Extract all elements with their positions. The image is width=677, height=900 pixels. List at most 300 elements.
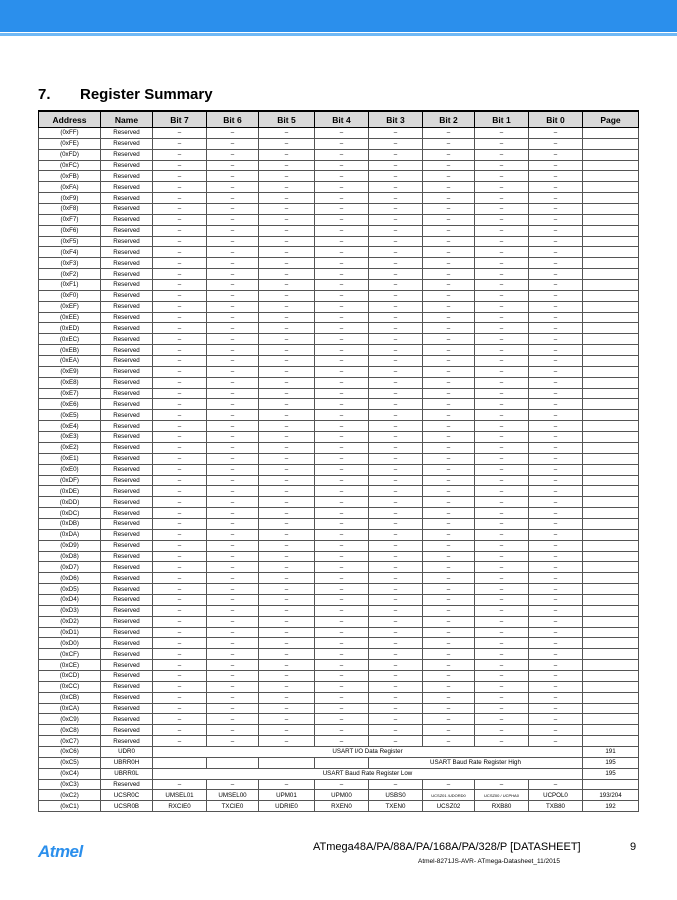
page-cell	[583, 399, 639, 410]
address-cell: (0xD1)	[39, 627, 101, 638]
page-cell	[583, 670, 639, 681]
bit-cell: –	[153, 301, 207, 312]
bit-cell: –	[423, 356, 475, 367]
bit-cell: –	[529, 258, 583, 269]
name-cell: Reserved	[101, 225, 153, 236]
page-cell	[583, 193, 639, 204]
bit-cell: –	[259, 258, 315, 269]
merged-bits-cell: USART Baud Rate Register High	[369, 757, 583, 768]
bit-cell: –	[153, 432, 207, 443]
bit-cell	[207, 757, 259, 768]
bit-cell: –	[259, 356, 315, 367]
bit-cell: –	[475, 562, 529, 573]
bit-cell: UPM00	[315, 790, 369, 801]
bit-cell: –	[423, 236, 475, 247]
bit-cell: –	[369, 334, 423, 345]
bit-cell: –	[259, 138, 315, 149]
bit-cell: –	[259, 508, 315, 519]
page-cell	[583, 573, 639, 584]
bit-cell: –	[207, 475, 259, 486]
name-cell: Reserved	[101, 247, 153, 258]
bit-cell: –	[475, 280, 529, 291]
bit-cell: –	[153, 345, 207, 356]
bit-cell: –	[153, 214, 207, 225]
name-cell: Reserved	[101, 432, 153, 443]
col-bit2: Bit 2	[423, 111, 475, 128]
table-row	[39, 356, 639, 367]
bit-cell: –	[475, 508, 529, 519]
bit-cell: UCSZ02	[423, 801, 475, 812]
bit-cell: –	[423, 670, 475, 681]
page-cell	[583, 138, 639, 149]
address-cell: (0xD6)	[39, 573, 101, 584]
bit-cell: –	[153, 725, 207, 736]
table-row	[39, 258, 639, 269]
table-row	[39, 540, 639, 551]
bit-cell: –	[315, 301, 369, 312]
bit-cell: –	[369, 540, 423, 551]
bit-cell: –	[315, 670, 369, 681]
bit-cell: –	[259, 518, 315, 529]
bit-cell: –	[423, 247, 475, 258]
address-cell: (0xF9)	[39, 193, 101, 204]
bit-cell: –	[423, 290, 475, 301]
bit-cell: –	[369, 345, 423, 356]
table-row	[39, 790, 639, 801]
address-cell: (0xCA)	[39, 703, 101, 714]
bit-cell: –	[259, 670, 315, 681]
col-address: Address	[39, 111, 101, 128]
bit-cell: –	[423, 388, 475, 399]
name-cell: Reserved	[101, 692, 153, 703]
bit-cell: –	[369, 594, 423, 605]
bit-cell: –	[207, 692, 259, 703]
bit-cell: –	[207, 551, 259, 562]
name-cell: Reserved	[101, 128, 153, 139]
bit-cell: –	[259, 464, 315, 475]
bit-cell: –	[369, 442, 423, 453]
name-cell: Reserved	[101, 388, 153, 399]
name-cell: Reserved	[101, 464, 153, 475]
col-bit6: Bit 6	[207, 111, 259, 128]
bit-cell: –	[423, 171, 475, 182]
bit-cell: –	[529, 562, 583, 573]
bit-cell: –	[423, 703, 475, 714]
bit-cell: UCSZ00 / UCPHA0	[475, 790, 529, 801]
bit-cell: –	[475, 399, 529, 410]
bit-cell: –	[315, 453, 369, 464]
name-cell: Reserved	[101, 518, 153, 529]
bit-cell: –	[475, 236, 529, 247]
bit-cell: –	[153, 681, 207, 692]
bit-cell: –	[315, 779, 369, 790]
table-row	[39, 399, 639, 410]
bit-cell: –	[423, 399, 475, 410]
bit-cell: –	[207, 410, 259, 421]
table-row	[39, 214, 639, 225]
bit-cell: –	[207, 660, 259, 671]
bit-cell: –	[207, 171, 259, 182]
table-row	[39, 638, 639, 649]
bit-cell: –	[369, 160, 423, 171]
page-cell	[583, 660, 639, 671]
bit-cell: –	[369, 464, 423, 475]
bit-cell: –	[475, 660, 529, 671]
bit-cell: –	[529, 236, 583, 247]
bit-cell: –	[259, 182, 315, 193]
table-row	[39, 692, 639, 703]
address-cell: (0xEE)	[39, 312, 101, 323]
bit-cell: –	[475, 323, 529, 334]
page-cell	[583, 551, 639, 562]
bit-cell: –	[259, 529, 315, 540]
bit-cell: –	[153, 323, 207, 334]
bit-cell: –	[153, 464, 207, 475]
bit-cell: –	[369, 290, 423, 301]
bit-cell: –	[207, 508, 259, 519]
address-cell: (0xFD)	[39, 149, 101, 160]
bit-cell: –	[153, 736, 207, 747]
bit-cell: –	[529, 193, 583, 204]
bit-cell: –	[153, 366, 207, 377]
name-cell: Reserved	[101, 182, 153, 193]
name-cell: Reserved	[101, 508, 153, 519]
bit-cell: –	[423, 204, 475, 215]
bit-cell: –	[315, 160, 369, 171]
bit-cell: –	[207, 442, 259, 453]
address-cell: (0xFA)	[39, 182, 101, 193]
bit-cell: –	[423, 638, 475, 649]
bit-cell: –	[259, 627, 315, 638]
bit-cell: –	[369, 562, 423, 573]
bit-cell: –	[423, 182, 475, 193]
bit-cell: –	[475, 290, 529, 301]
bit-cell: –	[153, 453, 207, 464]
page-cell	[583, 421, 639, 432]
page-cell: 191	[583, 746, 639, 757]
bit-cell: –	[475, 529, 529, 540]
bit-cell: –	[423, 529, 475, 540]
bit-cell: –	[315, 497, 369, 508]
bit-cell: –	[423, 225, 475, 236]
bit-cell: –	[207, 128, 259, 139]
table-row	[39, 573, 639, 584]
bit-cell: –	[153, 779, 207, 790]
page-cell	[583, 486, 639, 497]
page-cell	[583, 356, 639, 367]
bit-cell: –	[315, 475, 369, 486]
address-cell: (0xC4)	[39, 768, 101, 779]
page-cell	[583, 692, 639, 703]
name-cell: Reserved	[101, 312, 153, 323]
bit-cell: –	[259, 149, 315, 160]
bit-cell: –	[369, 736, 423, 747]
bit-cell: –	[369, 518, 423, 529]
address-cell: (0xE0)	[39, 464, 101, 475]
bit-cell: –	[207, 366, 259, 377]
bit-cell: –	[423, 681, 475, 692]
bit-cell: –	[315, 388, 369, 399]
name-cell: Reserved	[101, 660, 153, 671]
table-row	[39, 366, 639, 377]
bit-cell: –	[153, 171, 207, 182]
bit-cell: –	[315, 681, 369, 692]
address-cell: (0xC9)	[39, 714, 101, 725]
bit-cell: –	[529, 182, 583, 193]
bit-cell: –	[475, 779, 529, 790]
bit-cell: –	[315, 660, 369, 671]
bit-cell: –	[475, 670, 529, 681]
table-row	[39, 736, 639, 747]
bit-cell: –	[423, 421, 475, 432]
name-cell: UCSR0C	[101, 790, 153, 801]
table-row	[39, 334, 639, 345]
address-cell: (0xFC)	[39, 160, 101, 171]
bit-cell: –	[207, 301, 259, 312]
address-cell: (0xE3)	[39, 432, 101, 443]
header-line	[0, 33, 677, 36]
address-cell: (0xF6)	[39, 225, 101, 236]
page-cell	[583, 681, 639, 692]
bit-cell: –	[207, 258, 259, 269]
address-cell: (0xF5)	[39, 236, 101, 247]
bit-cell: –	[369, 551, 423, 562]
bit-cell: –	[153, 562, 207, 573]
bit-cell: –	[259, 171, 315, 182]
bit-cell: –	[153, 258, 207, 269]
bit-cell: UMSEL01	[153, 790, 207, 801]
name-cell: Reserved	[101, 366, 153, 377]
bit-cell: –	[259, 714, 315, 725]
name-cell: Reserved	[101, 627, 153, 638]
page-cell	[583, 269, 639, 280]
bit-cell: –	[207, 149, 259, 160]
table-row	[39, 236, 639, 247]
name-cell: Reserved	[101, 638, 153, 649]
table-row	[39, 660, 639, 671]
bit-cell: –	[259, 551, 315, 562]
bit-cell: –	[529, 594, 583, 605]
bit-cell: –	[259, 638, 315, 649]
bit-cell: –	[369, 714, 423, 725]
address-cell: (0xC2)	[39, 790, 101, 801]
bit-cell: –	[315, 399, 369, 410]
bit-cell: –	[315, 432, 369, 443]
section-heading	[38, 86, 213, 103]
name-cell: Reserved	[101, 323, 153, 334]
page-cell	[583, 649, 639, 660]
bit-cell: –	[315, 366, 369, 377]
address-cell: (0xEA)	[39, 356, 101, 367]
bit-cell: –	[423, 594, 475, 605]
table-row	[39, 497, 639, 508]
bit-cell: –	[475, 334, 529, 345]
bit-cell: –	[529, 312, 583, 323]
bit-cell: –	[207, 649, 259, 660]
page-cell	[583, 388, 639, 399]
name-cell: Reserved	[101, 334, 153, 345]
table-row	[39, 345, 639, 356]
page-cell	[583, 290, 639, 301]
bit-cell: –	[153, 312, 207, 323]
table-row	[39, 301, 639, 312]
address-cell: (0xD3)	[39, 605, 101, 616]
bit-cell: –	[259, 475, 315, 486]
bit-cell: –	[315, 638, 369, 649]
bit-cell: –	[207, 280, 259, 291]
bit-cell: –	[475, 171, 529, 182]
header-bar	[0, 0, 677, 32]
table-row	[39, 605, 639, 616]
address-cell: (0xE9)	[39, 366, 101, 377]
bit-cell: –	[153, 290, 207, 301]
table-row	[39, 323, 639, 334]
bit-cell: –	[475, 475, 529, 486]
address-cell: (0xD5)	[39, 584, 101, 595]
page-cell	[583, 334, 639, 345]
bit-cell: –	[475, 204, 529, 215]
bit-cell: –	[207, 725, 259, 736]
bit-cell: –	[423, 442, 475, 453]
bit-cell: –	[475, 736, 529, 747]
name-cell: Reserved	[101, 594, 153, 605]
name-cell: Reserved	[101, 529, 153, 540]
page-number: 9	[630, 841, 637, 853]
bit-cell: –	[315, 725, 369, 736]
bit-cell: –	[315, 540, 369, 551]
bit-cell: –	[369, 128, 423, 139]
bit-cell: –	[423, 779, 475, 790]
table-row	[39, 149, 639, 160]
bit-cell: –	[369, 171, 423, 182]
bit-cell: –	[207, 779, 259, 790]
name-cell: Reserved	[101, 377, 153, 388]
address-cell: (0xE6)	[39, 399, 101, 410]
bit-cell: –	[315, 421, 369, 432]
bit-cell: –	[423, 551, 475, 562]
bit-cell: –	[369, 573, 423, 584]
page-cell	[583, 442, 639, 453]
bit-cell: –	[207, 497, 259, 508]
bit-cell: –	[259, 377, 315, 388]
address-cell: (0xFB)	[39, 171, 101, 182]
bit-cell: –	[423, 214, 475, 225]
address-cell: (0xC6)	[39, 746, 101, 757]
bit-cell: –	[369, 399, 423, 410]
bit-cell: –	[423, 323, 475, 334]
bit-cell: –	[259, 269, 315, 280]
col-name: Name	[101, 111, 153, 128]
table-row	[39, 616, 639, 627]
bit-cell: –	[259, 573, 315, 584]
bit-cell: –	[529, 670, 583, 681]
bit-cell: –	[259, 562, 315, 573]
bit-cell: RXB80	[475, 801, 529, 812]
page-cell	[583, 562, 639, 573]
bit-cell: –	[423, 508, 475, 519]
address-cell: (0xD9)	[39, 540, 101, 551]
page-cell	[583, 508, 639, 519]
bit-cell: –	[207, 529, 259, 540]
bit-cell: –	[153, 193, 207, 204]
table-body	[39, 128, 639, 812]
bit-cell: –	[369, 453, 423, 464]
bit-cell: –	[153, 551, 207, 562]
bit-cell: UPM01	[259, 790, 315, 801]
bit-cell: –	[207, 204, 259, 215]
bit-cell: –	[153, 269, 207, 280]
address-cell: (0xD4)	[39, 594, 101, 605]
page-cell	[583, 214, 639, 225]
name-cell: Reserved	[101, 584, 153, 595]
register-summary-table	[38, 110, 639, 812]
bit-cell: –	[153, 703, 207, 714]
bit-cell: –	[259, 453, 315, 464]
bit-cell: –	[315, 312, 369, 323]
bit-cell: –	[529, 453, 583, 464]
page-cell	[583, 345, 639, 356]
bit-cell: –	[369, 692, 423, 703]
bit-cell: –	[259, 486, 315, 497]
bit-cell: –	[259, 388, 315, 399]
bit-cell: –	[207, 562, 259, 573]
bit-cell: –	[423, 660, 475, 671]
bit-cell: –	[475, 345, 529, 356]
bit-cell: –	[529, 160, 583, 171]
address-cell: (0xF2)	[39, 269, 101, 280]
bit-cell: –	[153, 540, 207, 551]
name-cell: Reserved	[101, 779, 153, 790]
bit-cell: –	[153, 497, 207, 508]
bit-cell: –	[153, 508, 207, 519]
name-cell: Reserved	[101, 540, 153, 551]
address-cell: (0xCB)	[39, 692, 101, 703]
bit-cell: –	[529, 779, 583, 790]
bit-cell: –	[315, 356, 369, 367]
name-cell: Reserved	[101, 356, 153, 367]
address-cell: (0xE2)	[39, 442, 101, 453]
bit-cell: –	[529, 225, 583, 236]
bit-cell: –	[259, 594, 315, 605]
address-cell: (0xE8)	[39, 377, 101, 388]
bit-cell: –	[259, 290, 315, 301]
name-cell: UCSR0B	[101, 801, 153, 812]
bit-cell: –	[529, 290, 583, 301]
bit-cell: –	[315, 128, 369, 139]
table-row	[39, 388, 639, 399]
bit-cell: –	[423, 301, 475, 312]
table-row	[39, 746, 639, 757]
name-cell: Reserved	[101, 149, 153, 160]
bit-cell: –	[475, 377, 529, 388]
bit-cell: –	[207, 236, 259, 247]
name-cell: Reserved	[101, 670, 153, 681]
bit-cell: –	[475, 649, 529, 660]
bit-cell: –	[529, 736, 583, 747]
bit-cell: –	[423, 432, 475, 443]
page-cell	[583, 540, 639, 551]
page-cell	[583, 410, 639, 421]
bit-cell: –	[369, 247, 423, 258]
bit-cell: –	[315, 616, 369, 627]
table-row	[39, 138, 639, 149]
name-cell: Reserved	[101, 681, 153, 692]
bit-cell: –	[369, 649, 423, 660]
bit-cell: –	[529, 214, 583, 225]
name-cell: Reserved	[101, 410, 153, 421]
bit-cell: –	[369, 366, 423, 377]
bit-cell: –	[529, 171, 583, 182]
